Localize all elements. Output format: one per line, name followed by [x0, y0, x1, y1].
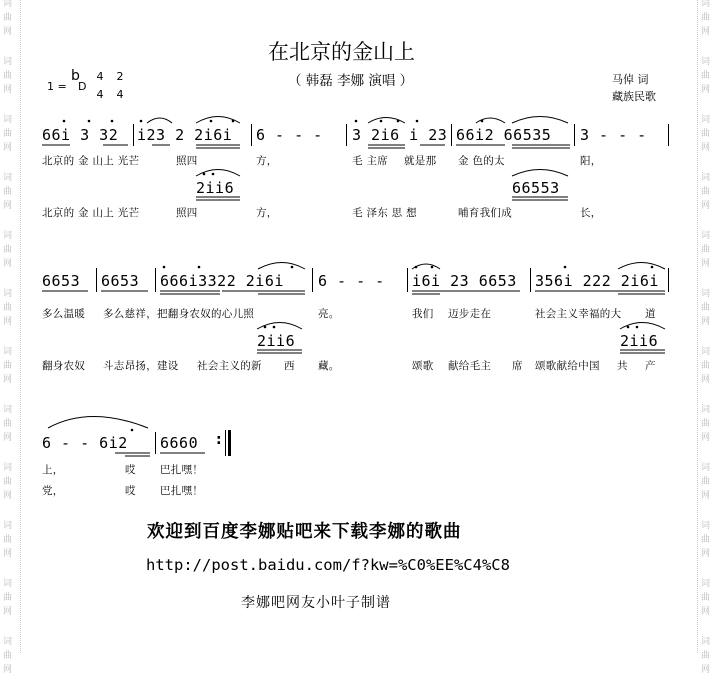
watermark-glyph: 词: [3, 579, 13, 589]
variant-1a: 2ii6: [196, 179, 235, 197]
watermark-glyph: 词: [3, 231, 13, 241]
watermark-glyph: 曲: [3, 651, 13, 661]
watermark-glyph: 词: [3, 405, 13, 415]
watermark-glyph: 曲: [3, 129, 13, 139]
watermark-glyph: 曲: [701, 651, 711, 661]
lyric-2a: 道: [645, 308, 656, 320]
watermark-glyph: 词: [701, 463, 711, 473]
lyric-2b: 斗志昂扬，建设: [103, 360, 179, 372]
watermark-glyph: 词: [701, 289, 711, 299]
watermark-glyph: 曲: [701, 477, 711, 487]
measure-2-5: i6i 23 6653: [412, 272, 517, 290]
watermark-glyph: 网: [3, 549, 13, 559]
watermark-glyph: 曲: [3, 361, 13, 371]
watermark-glyph: 词: [701, 579, 711, 589]
lyric-2b: 藏。: [318, 360, 340, 372]
lyric-2b: 翻身农奴: [42, 360, 86, 372]
watermark-glyph: 词: [3, 173, 13, 183]
measure-1-1: 66i 3 32: [42, 126, 119, 144]
watermark-glyph: 曲: [701, 535, 711, 545]
watermark-glyph: 网: [3, 85, 13, 95]
watermark-glyph: 网: [3, 27, 13, 37]
watermark-glyph: 网: [3, 375, 13, 385]
time-sig-1-den: 4: [96, 88, 104, 101]
measure-2-2: 6653: [101, 272, 140, 290]
time-sig-2-num: 2: [116, 70, 124, 83]
lyric-2a: 社会主义幸福的大: [535, 308, 622, 320]
lyric-3a: 哎: [125, 464, 136, 476]
transcriber-credit: 李娜吧网友小叶子制谱: [241, 595, 391, 611]
watermark-glyph: 网: [701, 665, 711, 675]
watermark-glyph: 网: [701, 375, 711, 385]
watermark-glyph: 词: [701, 173, 711, 183]
lyric-3a: 上，: [42, 464, 64, 476]
lyric-2a: 多么温暖: [42, 308, 86, 320]
lyric-2b: 社会主义的新: [197, 360, 262, 372]
song-title: 在北京的金山上: [268, 40, 415, 64]
watermark-glyph: 网: [701, 433, 711, 443]
lyric-2b: 颂歌: [412, 360, 434, 372]
lyric-2b: 席: [512, 360, 523, 372]
measure-1-6: 3 - - -: [580, 126, 647, 144]
performers: （ 韩磊 李娜 演唱 ）: [288, 73, 414, 89]
measure-3-2: 6660: [160, 434, 199, 452]
watermark-glyph: 曲: [701, 303, 711, 313]
variant-2a: 2ii6: [257, 332, 296, 350]
lyric-1a: 北京的 金 山上 光芒: [42, 155, 140, 167]
watermark-glyph: 网: [701, 607, 711, 617]
watermark-glyph: 网: [701, 491, 711, 501]
lyric-2b: 西: [284, 360, 295, 372]
lyric-1a: 阳，: [580, 155, 602, 167]
lyric-2b: 献给毛主: [448, 360, 492, 372]
watermark-glyph: 曲: [3, 593, 13, 603]
watermark-glyph: 词: [3, 0, 13, 9]
measure-1-3: 6 - - -: [256, 126, 323, 144]
watermark-glyph: 曲: [701, 13, 711, 23]
watermark-glyph: 网: [701, 27, 711, 37]
watermark-glyph: 词: [3, 289, 13, 299]
watermark-glyph: 曲: [3, 303, 13, 313]
watermark-glyph: 网: [3, 665, 13, 675]
measure-3-1: 6 - - 6i2: [42, 434, 128, 452]
watermark-glyph: 曲: [3, 187, 13, 197]
watermark-glyph: 网: [3, 317, 13, 327]
measure-1-4: 3 2i6 i 23: [352, 126, 448, 144]
measure-1-2: i23 2 2i6i: [137, 126, 233, 144]
lyric-1b: 北京的 金 山上 光芒: [42, 207, 140, 219]
watermark-glyph: 曲: [3, 419, 13, 429]
download-url[interactable]: http://post.baidu.com/f?kw=%C0%EE%C4%C8: [146, 556, 510, 574]
watermark-glyph: 词: [701, 57, 711, 67]
variant-2b: 2ii6: [620, 332, 659, 350]
lyric-1a: 就是那: [404, 155, 437, 167]
watermark-glyph: 词: [3, 521, 13, 531]
lyric-1a: 金 色的太: [458, 155, 505, 167]
watermark-glyph: 网: [701, 317, 711, 327]
variant-1b: 66553: [512, 179, 560, 197]
watermark-glyph: 曲: [701, 245, 711, 255]
watermark-glyph: 网: [3, 433, 13, 443]
lyric-1b: 方，: [256, 207, 278, 219]
repeat-dots: :: [216, 432, 222, 448]
watermark-glyph: 词: [701, 347, 711, 357]
watermark-glyph: 曲: [701, 593, 711, 603]
watermark-glyph: 网: [3, 259, 13, 269]
key-note: D: [78, 80, 87, 93]
time-sig-2-den: 4: [116, 88, 124, 101]
measure-2-4: 6 - - -: [318, 272, 385, 290]
measure-1-5: 66i2 66535: [456, 126, 552, 144]
key-prefix: 1 =: [47, 80, 67, 93]
watermark-glyph: 网: [3, 143, 13, 153]
watermark-glyph: 网: [3, 607, 13, 617]
lyric-1a: 照四: [176, 155, 198, 167]
lyric-1a: 毛 主席: [352, 155, 389, 167]
watermark-glyph: 曲: [701, 129, 711, 139]
measure-2-6: 356i 222 2i6i: [535, 272, 659, 290]
watermark-glyph: 词: [3, 57, 13, 67]
lyricist: 马倬 词: [612, 73, 649, 86]
watermark-glyph: 网: [3, 491, 13, 501]
time-sig-1-num: 4: [96, 70, 104, 83]
lyric-2a: 多么慈祥，把翻身农奴的心儿照: [103, 308, 255, 320]
watermark-glyph: 词: [701, 0, 711, 9]
watermark-glyph: 曲: [701, 71, 711, 81]
watermark-glyph: 词: [701, 521, 711, 531]
watermark-glyph: 网: [701, 201, 711, 211]
lyric-3b: 巴扎嘿！: [160, 485, 204, 497]
watermark-glyph: 词: [701, 231, 711, 241]
watermark-glyph: 曲: [3, 71, 13, 81]
watermark-glyph: 词: [3, 637, 13, 647]
watermark-glyph: 词: [701, 115, 711, 125]
composer: 藏族民歌: [612, 90, 656, 103]
watermark-glyph: 曲: [701, 419, 711, 429]
watermark-glyph: 词: [701, 405, 711, 415]
lyric-2b: 产: [645, 360, 656, 372]
watermark-glyph: 曲: [3, 245, 13, 255]
lyric-2b: 共: [617, 360, 628, 372]
lyric-1b: 毛 泽东 思 想: [352, 207, 417, 219]
watermark-glyph: 曲: [701, 187, 711, 197]
lyric-1b: 哺育我们成: [458, 207, 512, 219]
measure-2-1: 6653: [42, 272, 81, 290]
lyric-3b: 党，: [42, 485, 64, 497]
watermark-glyph: 网: [701, 549, 711, 559]
watermark-glyph: 曲: [3, 477, 13, 487]
lyric-2a: 迈步走在: [448, 308, 492, 320]
lyric-2b: 颂歌献给中国: [535, 360, 600, 372]
welcome-text: 欢迎到百度李娜贴吧来下载李娜的歌曲: [147, 522, 462, 542]
flat-sign: b: [71, 68, 80, 84]
lyric-2a: 我们: [412, 308, 434, 320]
watermark-glyph: 曲: [701, 361, 711, 371]
watermark-glyph: 词: [3, 115, 13, 125]
lyric-3b: 哎: [125, 485, 136, 497]
lyric-1a: 方，: [256, 155, 278, 167]
lyric-2a: 亮。: [318, 308, 340, 320]
lyric-1b: 照四: [176, 207, 198, 219]
watermark-glyph: 词: [3, 463, 13, 473]
watermark-glyph: 词: [701, 637, 711, 647]
watermark-glyph: 曲: [3, 13, 13, 23]
watermark-glyph: 网: [701, 259, 711, 269]
watermark-glyph: 网: [701, 143, 711, 153]
measure-2-3: 666i3322 2i6i: [160, 272, 284, 290]
lyric-1b: 长，: [580, 207, 602, 219]
watermark-glyph: 网: [701, 85, 711, 95]
watermark-glyph: 词: [3, 347, 13, 357]
watermark-glyph: 曲: [3, 535, 13, 545]
watermark-glyph: 网: [3, 201, 13, 211]
lyric-3a: 巴扎嘿！: [160, 464, 204, 476]
